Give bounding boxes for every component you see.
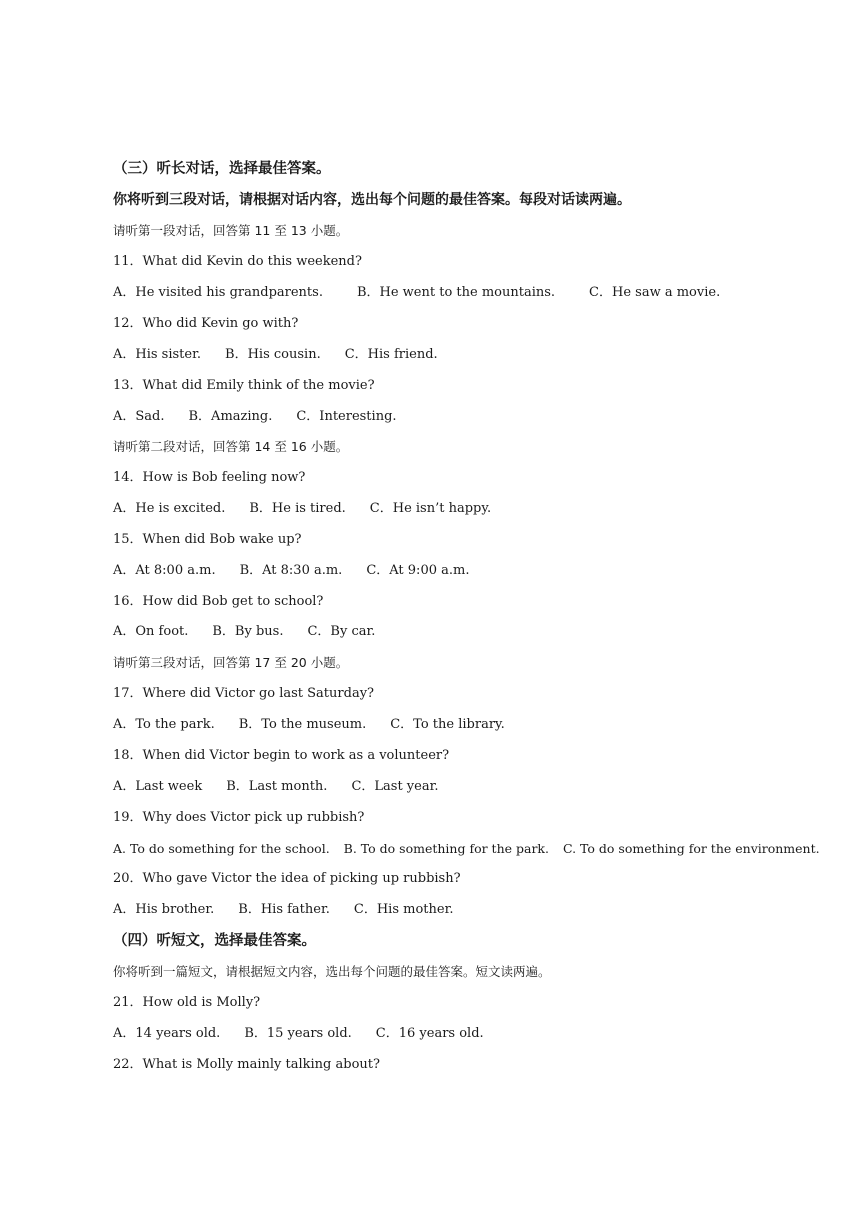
question-21: 21．How old is Molly? [113,995,261,1010]
option-c: C．16 years old. [375,1026,484,1041]
option-a: A．To the park. [113,717,215,732]
question-11: 11．What did Kevin do this weekend? [113,254,362,269]
option-c: C．To the library. [390,717,505,732]
dialogue-2-instruction: 请听第二段对话，回答第 14 至 16 小题。 [113,439,349,454]
option-c: C．Last year. [351,779,439,794]
question-17: 17．Where did Victor go last Saturday? [113,686,375,701]
option-a: A．He is excited. [113,501,226,516]
option-a: A．Last week [113,779,203,794]
question-18-options [113,778,463,796]
option-b: B．At 8:30 a.m. [239,563,343,578]
dialogue-3-instruction: 请听第三段对话，回答第 17 至 20 小题。 [113,655,349,670]
option-b: B．To the museum. [238,717,367,732]
option-c: C．His mother. [353,902,454,917]
section-3-intro: 你将听到三段对话，请根据对话内容，选出每个问题的最佳答案。每段对话读两遍。 [113,192,631,208]
option-a: A．At 8:00 a.m. [113,563,216,578]
option-c: C. To do something for the environment. [562,841,820,856]
option-c: C．His friend. [344,347,438,362]
option-b: B．His father. [238,902,330,917]
question-19-options [113,840,834,858]
question-15-options [113,562,493,580]
option-b: B．He went to the mountains. [356,285,556,300]
section-4-heading: （四）听短文，选择最佳答案。 [113,933,316,949]
option-c: C．He saw a movie. [589,285,721,300]
option-a: A．His sister. [113,347,202,362]
option-b: B．Amazing. [188,409,273,424]
option-b: B．He is tired. [249,501,346,516]
question-15: 15．When did Bob wake up? [113,532,302,547]
option-a: A．He visited his grandparents. [113,285,323,300]
question-16-options [113,623,399,641]
question-17-options [113,716,529,734]
option-b: B．By bus. [212,624,284,639]
option-b: B．Last month. [226,779,328,794]
question-14: 14．How is Bob feeling now? [113,470,306,485]
option-a: A．14 years old. [113,1026,221,1041]
section-4-intro: 你将听到一篇短文，请根据短文内容，选出每个问题的最佳答案。短文读两遍。 [113,964,551,979]
question-14-options [113,500,515,518]
option-c: C．By car. [307,624,376,639]
option-c: C．Interesting. [296,409,397,424]
dialogue-1-instruction: 请听第一段对话，回答第 11 至 13 小题。 [113,223,349,238]
question-21-options [113,1025,508,1043]
option-a: A．His brother. [113,902,215,917]
question-19: 19．Why does Victor pick up rubbish? [113,810,365,825]
question-20-options [113,901,478,919]
question-13-options [113,408,421,426]
option-a: A．On foot. [113,624,189,639]
question-18: 18．When did Victor begin to work as a volunteer? [113,748,450,763]
option-a: A. To do something for the school. [113,841,330,856]
section-3-heading: （三）听长对话，选择最佳答案。 [113,161,331,177]
question-11-options [113,284,754,302]
option-b: B．His cousin. [225,347,321,362]
option-c: C．At 9:00 a.m. [366,563,470,578]
question-20: 20．Who gave Victor the idea of picking up rubbish? [113,871,461,886]
question-16: 16．How did Bob get to school? [113,594,324,609]
question-13: 13．What did Emily think of the movie? [113,378,375,393]
question-12-options [113,346,462,364]
option-c: C．He isn’t happy. [369,501,492,516]
option-b: B. To do something for the park. [343,841,549,856]
question-12: 12．Who did Kevin go with? [113,316,299,331]
option-a: A．Sad. [113,409,165,424]
question-22: 22．What is Molly mainly talking about? [113,1057,380,1072]
option-b: B．15 years old. [244,1026,352,1041]
